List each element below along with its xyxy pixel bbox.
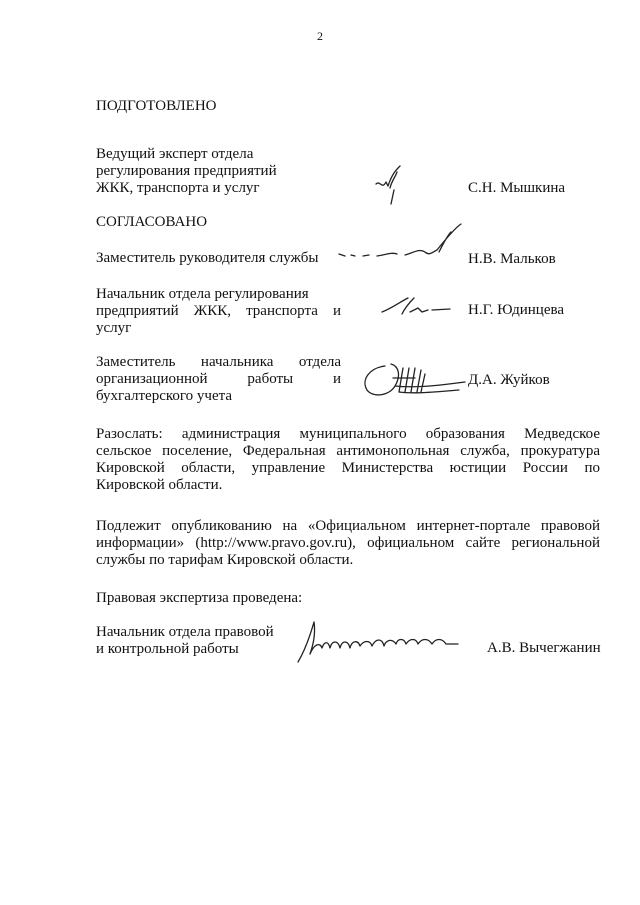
prepared-heading: ПОДГОТОВЛЕНО	[96, 98, 217, 114]
signature-vychegzhanin	[292, 618, 472, 668]
signer-name: Д.А. Жуйков	[468, 372, 550, 388]
prepared-name: С.Н. Мышкина	[468, 180, 566, 196]
distribution-line: Кировской области.	[96, 477, 223, 493]
position-line: Начальник отдела правовой	[96, 624, 274, 640]
publication-line: Подлежит опубликованию на «Официальном интернет-портале правовой	[96, 518, 600, 534]
legal-review-name: А.В. Вычегжанин	[487, 640, 601, 656]
signer-position	[96, 286, 341, 337]
position-line: Ведущий эксперт отдела	[96, 146, 254, 162]
publication-line: службы по тарифам Кировской области.	[96, 552, 354, 568]
distribution-line: Кировской области, управление Министерства юстиции России по	[96, 460, 600, 476]
position-line: Заместитель руководителя службы	[96, 250, 319, 266]
prepared-position	[96, 146, 316, 197]
distribution-paragraph	[96, 426, 600, 494]
distribution-line: Разослать: администрация муниципального образования Медведское	[96, 426, 600, 442]
agreed-heading: СОГЛАСОВАНО	[96, 214, 208, 230]
signature-zhuykov	[355, 356, 475, 404]
distribution-line: сельское поселение, Федеральная антимонопольная служба, прокуратура	[96, 443, 600, 459]
publication-line: информации» (http://www.pravo.gov.ru), официальном сайте региональной	[96, 535, 600, 551]
signer-name: Н.В. Мальков	[468, 251, 556, 267]
position-line: услуг	[96, 320, 132, 336]
signature-yudintseva	[378, 294, 458, 324]
legal-review-heading: Правовая экспертиза проведена:	[96, 590, 303, 606]
signature-myshkina	[370, 160, 420, 210]
position-line: регулирования предприятий	[96, 163, 277, 179]
position-line: предприятий ЖКК, транспорта и	[96, 303, 341, 319]
publication-paragraph	[96, 518, 600, 569]
position-line: бухгалтерского учета	[96, 388, 233, 404]
page-number: 2	[317, 29, 323, 43]
position-line: Начальник отдела регулирования	[96, 286, 309, 302]
position-line: ЖКК, транспорта и услуг	[96, 180, 260, 196]
position-line: организационной работы и	[96, 371, 341, 387]
position-line: и контрольной работы	[96, 641, 239, 657]
position-line: Заместитель начальника отдела	[96, 354, 341, 370]
signer-position	[96, 354, 341, 405]
signer-name: Н.Г. Юдинцева	[468, 302, 565, 318]
signature-malkov	[335, 222, 465, 267]
signer-position	[96, 250, 336, 267]
legal-review-position	[96, 624, 296, 658]
